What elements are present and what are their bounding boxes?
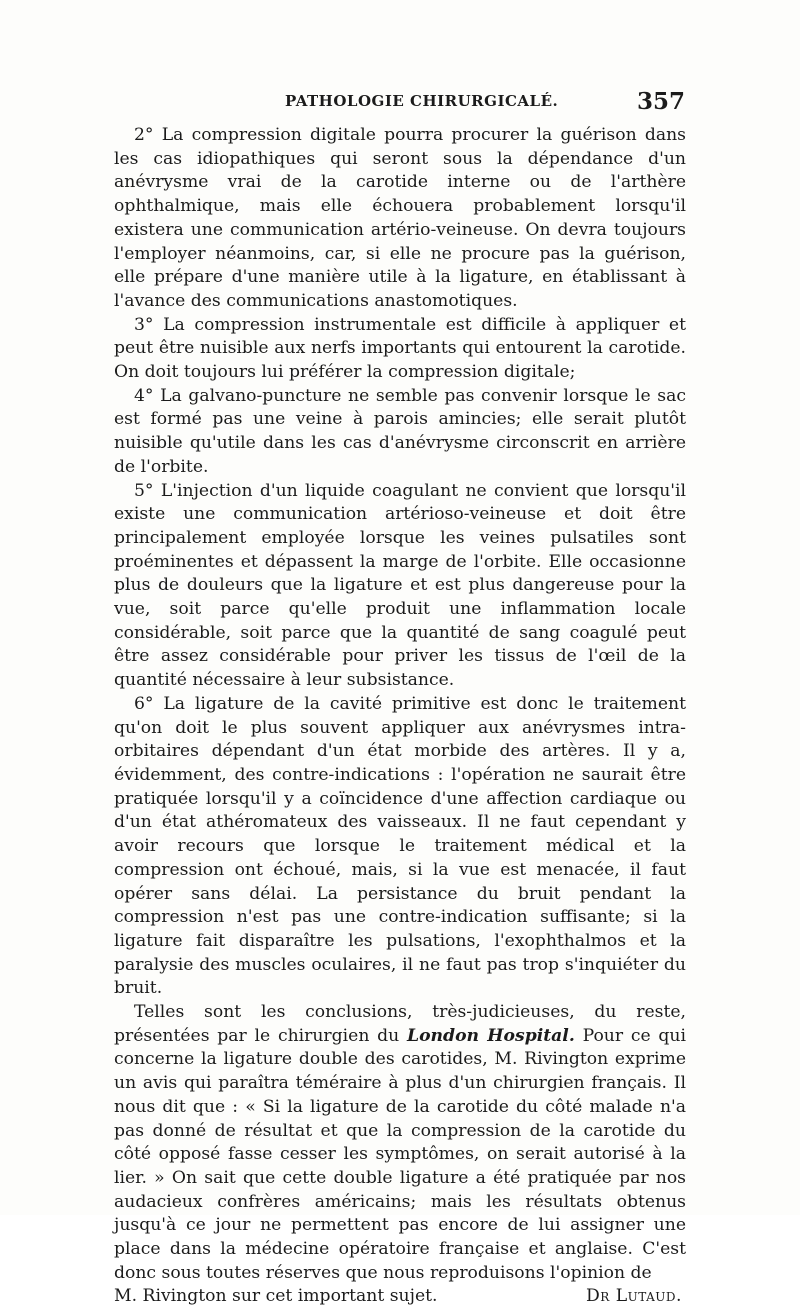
paragraph-compression-digitale: 2° La compression digitale pourra procurer la guérison dans les cas idiopathiques qui seront sous la dépendance d'un anévrysme vrai de la carotide interne ou de l'arthère ophthalmique, mais elle échouera probablement lorsqu'il existera une communication artério-veineuse. On devra toujours l'employer néanmoins, car, si elle ne procure pas la guérison, elle prépare d'une manière utile à la ligature, en établissant à l'avance des communications anastomotiques. [114,125,686,311]
page-body [114,124,686,1309]
paragraph-compression-instrumentale: 3° La compression instrumentale est difficile à appliquer et peut être nuisible aux nerfs importants qui entourent la carotide. On doit toujours lui préférer la compression digitale; [114,314,686,383]
paragraph-conclusions [114,1001,686,1285]
page-header [115,88,685,120]
conclusions-text-start: Telles sont les conclusions, très-judicieuses, du reste, présentées par le chirurgien du [114,1002,686,1046]
paragraph-injection: 5° L'injection d'un liquide coagulant ne convient que lorsqu'il existe une communication artérioso-veineuse et doit être principalement employée lorsque les veines pulsatiles sont proéminentes et dépassent la marge de l'orbite. Elle occasionne plus de douleurs que la ligature et est plus dangereuse pour la vue, soit parce qu'elle produit une inflammation locale considérable, soit parce que la quantité de sang coagulé peut être assez considérable pour priver les tissus de l'œil de la quantité nécessaire à leur subsistance. [114,480,686,691]
london-hospital-emphasis: London Hospital. [407,1025,575,1046]
page-number: 357 [636,88,685,115]
signature-line [114,1285,686,1309]
paragraph-galvano-puncture: 4° La galvano-puncture ne semble pas convenir lorsque le sac est formé pas une veine à parois amincies; elle serait plutôt nuisible qu'utile dans les cas d'anévrysme circonscrit en arrière de l'orbite. [114,385,686,477]
conclusions-text-end: Pour ce qui concerne la ligature double des carotides, M. Rivington exprime un avis qui paraîtra téméraire à plus d'un chirurgien français. Il nous dit que : « Si la ligature de la carotide du côté malade n'a pas donné de résultat et que la compression de la carotide du côté opposé fasse cesser les symptômes, on serait autorisé à la lier. » On sait que cette double ligature a été pratiquée par nos audacieux confrères américains; mais les résultats obtenus jusqu'à ce jour ne permettent pas encore de lui assigner une place dans la médecine opératoire française et anglaise. C'est donc sous toutes réserves que nous reproduisons l'opinion de [114,1025,686,1283]
running-title: PATHOLOGIE CHIRURGICALÉ. [285,92,559,110]
author-signature: Dr Lutaud. [585,1286,682,1307]
paragraph-ligature: 6° La ligature de la cavité primitive est donc le traitement qu'on doit le plus souvent appliquer aux anévrysmes intra-orbitaires dépendant d'un état morbide des artères. Il y a, évidemment, des contre-indications : l'opération ne saurait être pratiquée lorsqu'il y a coïncidence d'une affection cardiaque ou d'un état athéromateux des vaisseaux. Il ne faut cependant y avoir recours que lorsque le traitement médical et la compression ont échoué, mais, si la vue est menacée, il faut opérer sans délai. La persistance du bruit pendant la compression n'est pas une contre-indication suffisante; si la ligature fait disparaître les pulsations, l'exophthalmos et la paralysie des muscles oculaires, il ne faut pas trop s'inquiéter du bruit. [114,693,686,999]
closing-last-line: M. Rivington sur cet important sujet. [114,1286,438,1307]
